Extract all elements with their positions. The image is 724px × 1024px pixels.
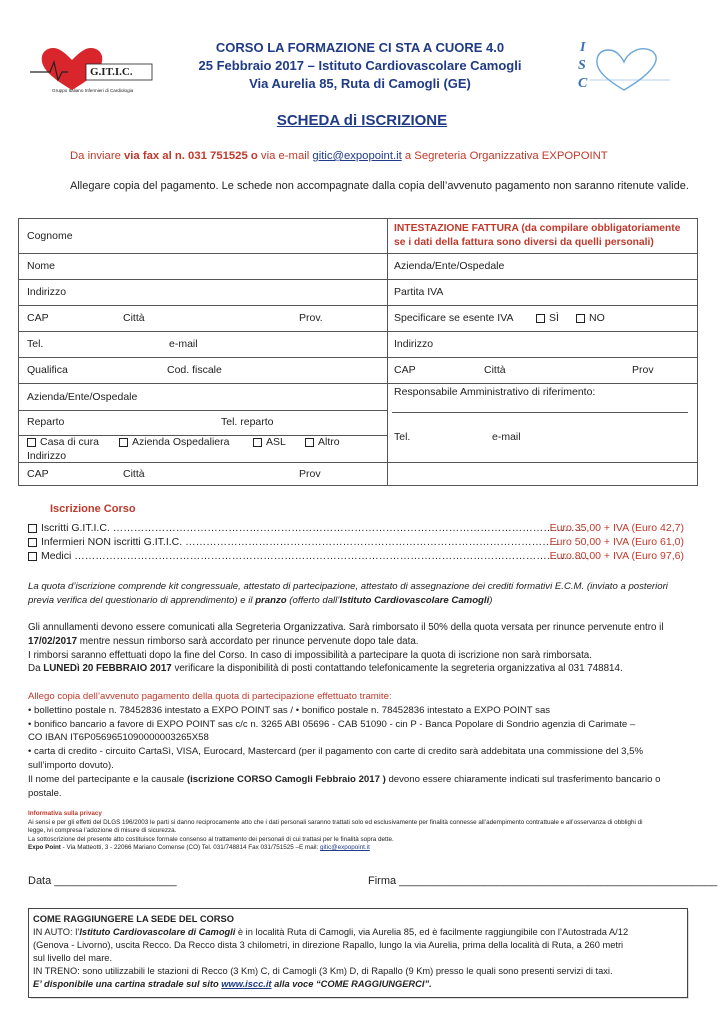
directions-heading: COME RAGGIUNGERE LA SEDE DEL CORSO [33,914,234,924]
privacy-email-link[interactable]: gitic@expopoint.it [320,844,370,852]
azienda-ospedaliera-checkbox[interactable]: Azienda Ospedaliera [119,436,229,448]
invoice-azienda-field[interactable]: Azienda/Ente/Ospedale [394,260,505,272]
course-address: Via Aurelia 85, Ruta di Camogli (GE) [249,76,471,91]
invoice-tel-field[interactable]: Tel. [394,431,411,443]
azienda-field[interactable]: Azienda/Ente/Ospedale [27,391,138,403]
registration-form [18,218,698,486]
altro-checkbox[interactable]: Altro [305,436,340,448]
cod-fiscale-field[interactable]: Cod. fiscale [167,364,222,376]
logo-text: G.IT.I.C. [90,66,133,78]
invoice-heading: INTESTAZIONE FATTURA (da compilare obbligatoriamente se i dati della fattura sono diversi da quelli personali) [394,223,681,248]
responsabile-label: Responsabile Amministrativo di riferimento: [394,386,596,398]
checkbox-icon [576,314,585,323]
logo-letter-s: S [578,58,586,73]
website-link[interactable]: www.iscc.it [221,979,272,989]
logo-letter-i: I [580,40,586,55]
esente-iva-label: Specificare se esente IVA [394,312,514,324]
course-title: CORSO LA FORMAZIONE CI STA A CUORE 4.0 [215,40,505,55]
invoice-email-field[interactable]: e-mail [492,431,521,443]
checkbox-icon [28,538,37,547]
invoice-indirizzo-field[interactable]: Indirizzo [394,338,434,350]
reparto-field[interactable]: Reparto [27,416,65,428]
checkbox-icon [119,438,128,447]
checkbox-icon [27,438,36,447]
invoice-prov-field[interactable]: Prov [632,364,654,376]
send-instructions: Da inviare via fax al n. 031 751525 o via e-mail gitic@expopoint.it a Segreteria Organizzativa EXPOPOINT [70,150,608,162]
checkbox-icon [253,438,262,447]
email-link[interactable]: gitic@expopoint.it [312,150,402,162]
privacy-notice: Informativa sulla privacy Ai sensi e per gli effetti del DLGS 196/2003 le parti si danno reciprocamente atto che i dati personali saranno trattati solo ed esclusivamente per finalità connesse all’adempimento contrattuale e all’osservanza di obblighi di legge, ivi compresa l’adozione di misure di sicurezza. La sottoscrizione del presente atto costituisce formale consenso al trattamento dei personali di cui trattasi per le finalità sopra dette. Expo Point - Via Matteotti, 3 - 22066 Mariano Comense (CO) Tel. 031/748814 Fax 031/751525 –E mail: gitic@expopoint.it [28,810,643,852]
fees-heading: Iscrizione Corso [50,503,136,515]
partita-iva-field[interactable]: Partita IVA [394,286,444,298]
attach-note: Allegare copia del pagamento. Le schede non accompagnate dalla copia dell’avvenuto pagamento non saranno ritenute valide. [70,180,689,192]
casa-di-cura-checkbox[interactable]: Casa di cura [27,436,99,448]
page-title: SCHEDA di ISCRIZIONE [276,112,448,129]
checkbox-icon [28,552,37,561]
indirizzo-field[interactable]: Indirizzo [27,286,67,298]
invoice-citta-field[interactable]: Città [484,364,506,376]
fee-item[interactable]: Iscritti G.IT.I.C. ……………………………………………………………………………………………………………………… Euro 35,00 + IVA (Euro 42,7) [28,522,688,536]
tel-reparto-field[interactable]: Tel. reparto [221,416,274,428]
reparto-citta-field[interactable]: Città [123,468,145,480]
reparto-indirizzo-field[interactable]: Indirizzo [27,450,67,462]
fees-list [28,522,688,564]
logo-subtitle: Gruppo Italiano Infermieri di Cardiologia [52,88,134,93]
checkbox-icon [28,524,37,533]
responsabile-line[interactable] [392,412,688,413]
iscc-logo [570,40,678,96]
reparto-prov-field[interactable]: Prov [299,468,321,480]
checkbox-icon [305,438,314,447]
gitic-logo [28,44,158,96]
esente-no-checkbox[interactable]: NO [576,312,605,324]
tel-field[interactable]: Tel. [27,338,44,350]
email-field[interactable]: e-mail [169,338,198,350]
invoice-cap-field[interactable]: CAP [394,364,416,376]
course-date-venue: 25 Febbraio 2017 – Istituto Cardiovascolare Camogli [198,58,522,73]
nome-field[interactable]: Nome [27,260,56,272]
date-field[interactable]: Data ____________________ [28,875,177,887]
prov-field[interactable]: Prov. [299,312,323,324]
citta-field[interactable]: Città [123,312,145,324]
logo-letter-c: C [578,76,588,91]
reparto-cap-field[interactable]: CAP [27,468,49,480]
checkbox-icon [536,314,545,323]
cognome-field[interactable]: Cognome [27,230,73,242]
cap-field[interactable]: CAP [27,312,49,324]
cancellation-policy: Gli annullamenti devono essere comunicati alla Segreteria Organizzativa. Sarà rimborsato il 50% della quota versata per rinunce pervenute entro il 17/02/2017 mentre nessun rimborso sarà accordato per rinunce pervenute dopo tale data. I rimborsi saranno effettuati dopo la fine del Corso. In caso di impossibilità a partecipare la quota di iscrizione non sarà rimborsata. Da LUNEDì 20 FEBBRAIO 2017 verificare la disponibilità di posti contattando telefonicamente la segreteria organizzativa al 031 748814. [28,622,664,675]
qualifica-field[interactable]: Qualifica [27,364,68,376]
signature-field[interactable]: Firma ____________________________________________________ [368,875,718,887]
esente-si-checkbox[interactable]: SÌ [536,312,559,324]
asl-checkbox[interactable]: ASL [253,436,286,448]
fee-item[interactable]: Medici ………………………………………………………………………………………………………………………………… Euro 80,00 + IVA (Euro 97,6) [28,550,688,564]
directions-box: COME RAGGIUNGERE LA SEDE DEL CORSO IN AUTO: l’Istituto Cardiovascolare di Camogli è in località Ruta di Camogli, via Aurelia 85, ed è facilmente raggiungibile con l’Autostrada A/12 (Genova - Livorno), uscita Recco. Da Recco dista 3 chilometri, in direzione Rapallo, lungo la via Aurelia, prima della località di Ruta, a 260 metri sul livello del mare. IN TRENO: sono utilizzabili le stazioni di Recco (3 Km) C, di Camogli (3 Km) D, di Rapallo (9 Km) presso le quali sono presenti servizi di taxi. E’ disponibile una cartina stradale sul sito www.iscc.it alla voce “COME RAGGIUNGERCI”. [28,908,688,998]
payment-methods: Allego copia dell’avvenuto pagamento della quota di partecipazione effettuato tramite: • bollettino postale n. 78452836 intestato a EXPO POINT sas / • bonifico postale n. 78452836 intestato a EXPO POINT sas • bonifico bancario a favore di EXPO POINT sas c/c n. 3265 ABI 05696 - CAB 51090 - cin P - Banca Popolare di Sondrio agenzia di Carimate – CO IBAN IT6P0569651090000003265X58 • carta di credito - circuito CartaSì, VISA, Eurocard, Mastercard (per il pagamento con carte di credito sarà addebitata una commissione del 3,5% sull’importo dovuto). Il nome del partecipante e la causale (iscrizione CORSO Camogli Febbraio 2017 ) devono essere chiaramente indicati sul trasferimento bancario o postale. [28,691,661,799]
fee-item[interactable]: Infermieri NON iscritti G.IT.I.C. …………………………………………………………………………………………….. Euro 50,00 + IVA (Euro 61,0) [28,536,688,550]
quota-paragraph: La quota d’iscrizione comprende kit congressuale, attestato di partecipazione, attestato di assegnazione dei crediti formativi E.C.M. (inviato a posteriori previa verifica del questionario di apprendimento) e il pranzo (offerto dall’Istituto Cardiovascolare Camogli) [28,581,668,606]
